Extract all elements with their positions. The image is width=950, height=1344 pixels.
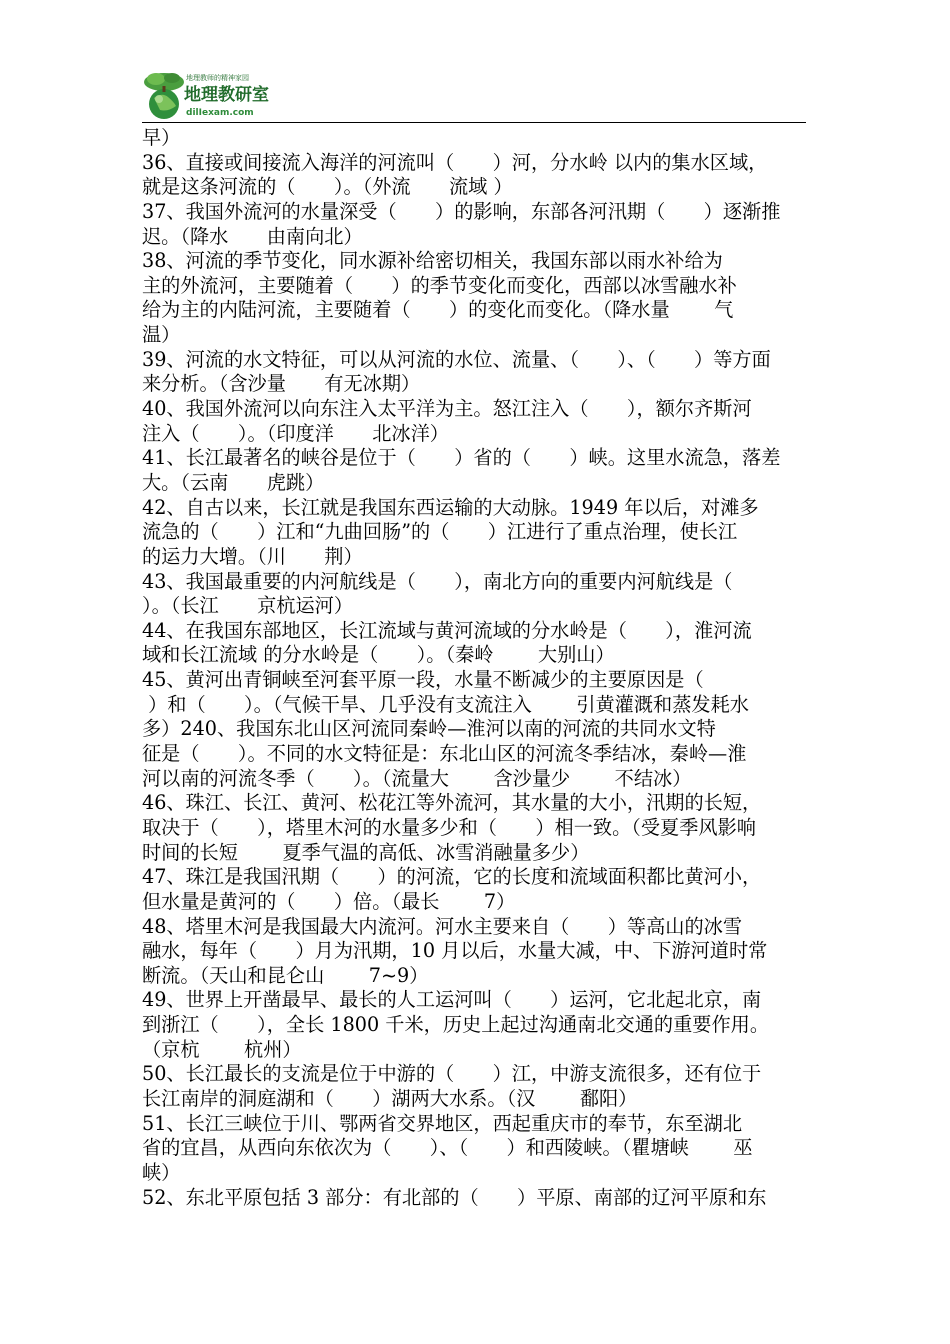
text-line: 长江南岸的洞庭湖和（ ）湖两大水系。（汉 鄱阳） (142, 1086, 638, 1110)
text-line: 的运力大增。（川 荆） (142, 544, 363, 568)
text-line: 时间的长短 夏季气温的高低、冰雪消融量多少） (142, 840, 590, 864)
text-line: 省的宜昌，从西向东依次为（ ）、（ ）和西陵峡。（瞿塘峡 巫 (142, 1136, 753, 1160)
text-line: 早） (142, 126, 181, 149)
text-line: 46、珠江、长江、黄河、松花江等外流河，其水量的大小，汛期的长短， (142, 791, 762, 815)
text-line: 44、在我国东部地区，长江流域与黄河流域的分水岭是（ ），淮河流 (142, 618, 752, 642)
text-line: 峡） (142, 1160, 181, 1184)
text-line: 断流。（天山和昆仑山 7~9） (142, 963, 429, 987)
text-line: 取决于（ ），塔里木河的水量多少和（ ）相一致。（受夏季风影响 (142, 815, 756, 839)
text-line: 征是（ ）。不同的水文特征是：东北山区的河流冬季结冰，秦岭—淮 (142, 742, 747, 766)
text-line: 40、我国外流河以向东注入太平洋为主。怒江注入（ ），额尔齐斯河 (142, 397, 752, 421)
document-body (142, 126, 814, 1210)
text-line: 50、长江最长的支流是位于中游的（ ）江，中游支流很多，还有位于 (142, 1062, 762, 1086)
text-line: 大。（云南 虎跳） (142, 470, 325, 494)
text-line: ）。（长江 京杭运河） (142, 594, 354, 618)
text-line: 但水量是黄河的（ ）倍。（最长 7） (142, 889, 516, 913)
text-line: 38、河流的季节变化，同水源补给密切相关，我国东部以雨水补给为 (142, 249, 723, 273)
text-line: 温） (142, 323, 181, 347)
text-line: 河以南的河流冬季（ ）。（流量大 含沙量少 不结冰） (142, 766, 692, 790)
text-line: 49、世界上开凿最早、最长的人工运河叫（ ）运河，它北起北京，南 (142, 988, 762, 1012)
text-line: ）和（ ）。（气候干旱、几乎没有支流注入 引黄灌溉和蒸发耗水 (142, 692, 749, 716)
text-line: 52、东北平原包括 3 部分：有北部的（ ）平原、南部的辽河平原和东 (142, 1185, 767, 1209)
text-line: 45、黄河出青铜峡至河套平原一段，水量不断减少的主要原因是（ (142, 668, 704, 692)
text-line: 多）240、我国东北山区河流同秦岭—淮河以南的河流的共同水文特 (142, 717, 716, 741)
logo-title: 地理教研室 (184, 85, 269, 105)
text-line: 注入（ ）。（印度洋 北冰洋） (142, 421, 449, 445)
text-line: 来分析。（含沙量 有无冰期） (142, 372, 421, 396)
text-line: （京杭 杭州） (142, 1037, 302, 1061)
text-line: 域和长江流域 的分水岭是（ ）。（秦岭 大别山） (142, 643, 615, 667)
text-line: 主的外流河，主要随着（ ）的季节变化而变化，西部以冰雪融水补 (142, 273, 737, 297)
text-line: 到浙江（ ），全长 1800 千米，历史上起过沟通南北交通的重要作用。 (142, 1013, 770, 1037)
text-line: 43、我国最重要的内河航线是（ ），南北方向的重要内河航线是（ (142, 569, 733, 593)
text-line: 51、长江三峡位于川、鄂两省交界地区，西起重庆市的奉节，东至湖北 (142, 1111, 743, 1135)
text-line: 迟。（降水 由南向北） (142, 224, 363, 248)
text-line: 48、塔里木河是我国最大内流河。河水主要来自（ ）等高山的冰雪 (142, 914, 743, 938)
text-line: 给为主的内陆河流，主要随着（ ）的变化而变化。（降水量 气 (142, 298, 734, 322)
logo-url: dilIexam.com (186, 108, 254, 118)
text-line: 流急的（ ）江和“九曲回肠”的（ ）江进行了重点治理，使长江 (142, 520, 738, 544)
text-line: 42、自古以来，长江就是我国东西运输的大动脉。1949 年以后，对滩多 (142, 495, 759, 519)
text-line: 就是这条河流的（ ）。（外流 流域 ） (142, 175, 513, 199)
text-line: 36、直接或间接流入海洋的河流叫（ ）河，分水岭 以内的集水区域， (142, 150, 768, 174)
header-divider (142, 122, 806, 123)
logo-tagline: 地理教师的精神家园 (186, 74, 249, 82)
text-line: 37、我国外流河的水量深受（ ）的影响，东部各河汛期（ ）逐渐推 (142, 199, 781, 223)
text-line: 融水，每年（ ）月为汛期，10 月以后，水量大减，中、下游河道时常 (142, 939, 768, 963)
text-line: 47、珠江是我国汛期（ ）的河流，它的长度和流域面积都比黄河小， (142, 865, 762, 889)
dili-jiaoyanshi-logo (142, 66, 282, 122)
text-line: 41、长江最著名的峡谷是位于（ ）省的（ ）峡。这里水流急，落差 (142, 446, 781, 470)
page-header (142, 62, 806, 122)
text-line: 39、河流的水文特征，可以从河流的水位、流量、（ ）、（ ）等方面 (142, 347, 771, 371)
